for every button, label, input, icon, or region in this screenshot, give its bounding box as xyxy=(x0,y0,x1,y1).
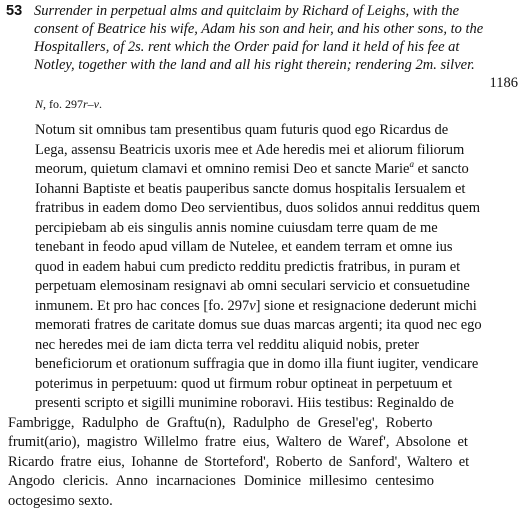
charter-line: nec heredes mei de iam dicta terra vel redditu aliquid nobis, preter xyxy=(35,336,519,356)
charter-line: fratribus in eadem domo Deo servientibus, duos solidos annui redditus quem xyxy=(35,199,519,219)
folio-marker: [fo. 297 xyxy=(200,298,250,314)
charter-line: Ricardo fratre eius, Iohanne de Storteford', Roberto de Sanford', Waltero et xyxy=(8,453,492,473)
charter-line-tail: et sancto xyxy=(414,161,469,177)
summary-line: Surrender in perpetual alms and quitclaim by Richard of Leighs, with the xyxy=(34,2,518,20)
charter-line: Iohanni Baptiste et beatis pauperibus sancte domus hospitalis Iersualem et xyxy=(35,180,519,200)
summary-line: consent of Beatrice his wife, Adam his son and heir, and his other sons, to the xyxy=(34,20,518,38)
charter-line-tail: ] sione et resignacione dederunt michi xyxy=(256,298,477,314)
charter-line: perpetuam elemosinam resignavi ab omni seculari servicio et consuetudine xyxy=(35,277,519,297)
charter-line: tenebant in feodo apud villam de Nutelee, et eandem terram et omne ius xyxy=(35,238,519,258)
charter-line-folio-break xyxy=(35,297,519,317)
folio-reference: fo. 297 xyxy=(49,97,83,111)
charter-line: Fambrigge, Radulpho de Graftu(n), Radulpho de Gresel'eg', Roberto xyxy=(8,414,492,434)
charter-line: frumit(ario), magistro Willelmo fratre eius, Waltero de Waref', Absolone et xyxy=(8,433,492,453)
entry-date: 1186 xyxy=(490,74,518,92)
folio-trail: . xyxy=(99,97,102,111)
folio-side: r–v xyxy=(83,97,99,111)
charter-line: beneficiorum et orationum suffragia que in domo illa fiunt iugiter, vendicare xyxy=(35,355,519,375)
charter-line: memorati fratres de caritate domus sue duas marcas argenti; ita quod nec ego xyxy=(35,316,519,336)
charter-line-text: inmunem. Et pro hac conces xyxy=(35,298,200,314)
charter-line-with-note xyxy=(35,160,519,180)
charter-line: quod in eadem habui cum predicto redditu predictis fratribus, in puram et xyxy=(35,258,519,278)
charter-line: percipiebam ab eis singulis annis nomine cuiusdam terre quam de me xyxy=(35,219,519,239)
entry-summary xyxy=(34,2,518,74)
charter-line: presenti scripto et sigilli munimine roboravi. Hiis testibus: Reginaldo de xyxy=(35,394,519,414)
summary-line: Hospitallers, of 2s. rent which the Order paid for land it held of his fee at xyxy=(34,38,518,56)
charter-line: Notum sit omnibus tam presentibus quam futuris quod ego Ricardus de xyxy=(35,121,519,141)
charter-line: octogesimo sexto. xyxy=(8,492,492,511)
entry-number: 53 xyxy=(6,2,22,20)
charter-line: poterimus in perpetuum: quod ut firmum robur optineat in perpetuum et xyxy=(35,375,519,395)
source-reference: N, fo. 297r–v. xyxy=(35,97,102,111)
charter-line: Lega, assensu Beatricis uxoris mee et Ade heredis mei et aliorum filiorum xyxy=(35,141,519,161)
charter-line-text: meorum, quietum clamavi et omnino remisi Deo et sancte Marie xyxy=(35,161,409,177)
folio-marker-side: v xyxy=(249,298,255,314)
summary-line: Notley, together with the land and all his right therein; rendering 2m. silver. xyxy=(34,56,518,74)
manuscript-siglum: N xyxy=(35,97,43,111)
footnote-marker: a xyxy=(409,159,414,169)
charter-line: Angodo clericis. Anno incarnaciones Dominice millesimo centesimo xyxy=(8,472,492,492)
charter-text xyxy=(35,121,519,511)
